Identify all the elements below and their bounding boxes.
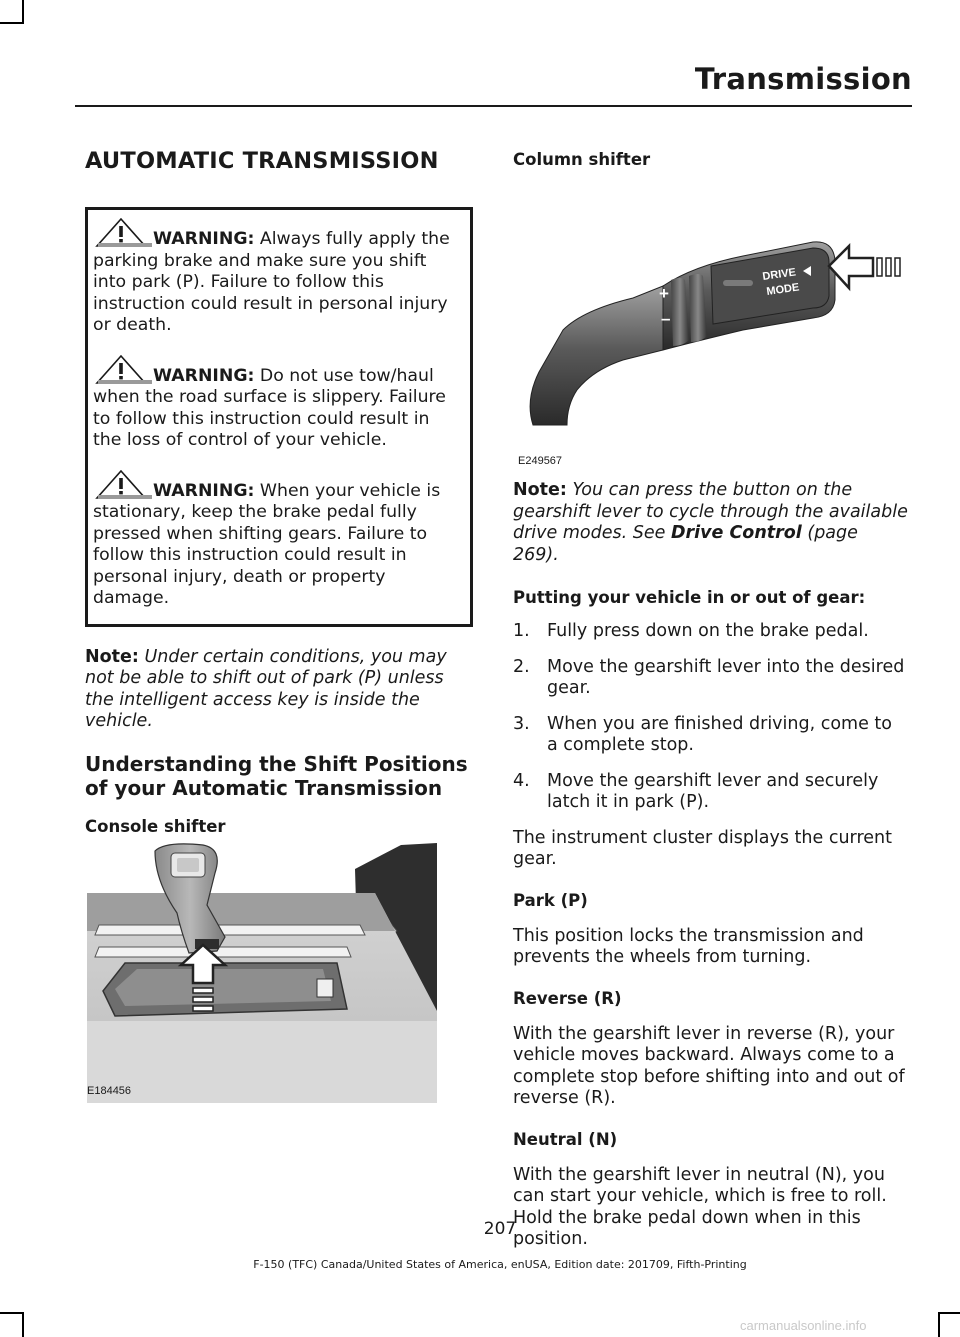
list-item: 3. When you are finished driving, come to a complete stop. bbox=[513, 713, 893, 755]
edition-info: F-150 (TFC) Canada/United States of America, enUSA, Edition date: 201709, Fifth-Printing bbox=[253, 1258, 747, 1271]
crop-mark bbox=[938, 1312, 940, 1337]
console-shifter-figure bbox=[85, 841, 440, 1103]
park-heading: Park (P) bbox=[513, 890, 588, 910]
column-shifter-illustration bbox=[513, 200, 908, 442]
warning-text: When your vehicle is stationary, keep the brake pedal fully pressed when shifting gears. Failure to follow this instruction could result in personal injury, death or property damage. bbox=[93, 480, 441, 608]
drive-mode-label: DRIVE bbox=[761, 266, 797, 283]
note-page-ref: (page 269). bbox=[513, 523, 858, 565]
crop-mark bbox=[938, 1312, 960, 1314]
note bbox=[513, 480, 908, 566]
warning-text: Always fully apply the parking brake and make sure you shift into park (P). Failure to follow this instruction could result in personal injury or death. bbox=[93, 229, 450, 335]
reverse-text: With the gearshift lever in reverse (R), your vehicle moves backward. Always come to a complete stop before shifting into and out of reverse (R). bbox=[513, 1023, 905, 1108]
minus-symbol: – bbox=[661, 309, 671, 328]
reverse-heading: Reverse (R) bbox=[513, 988, 622, 1008]
warning-label: WARNING: bbox=[153, 480, 255, 501]
warning-triangle-icon bbox=[95, 218, 153, 248]
warning-box bbox=[85, 207, 473, 627]
column-shifter-heading: Column shifter bbox=[513, 150, 651, 169]
figure-code: E249567 bbox=[518, 455, 563, 467]
left-column bbox=[85, 140, 473, 1103]
note-text: You can press the button on the gearshift lever to cycle through the available drive modes. See bbox=[513, 480, 908, 543]
warning-item bbox=[93, 355, 462, 452]
watermark: carmanualsonline.info bbox=[740, 1318, 867, 1333]
list-item: 2. Move the gearshift lever into the desired gear. bbox=[513, 656, 905, 698]
crop-mark bbox=[22, 0, 24, 24]
drive-mode-label: MODE bbox=[765, 281, 801, 298]
note bbox=[85, 647, 473, 733]
note-text: Under certain conditions, you may not be able to shift out of park (P) unless the intelligent access key is inside the vehicle. bbox=[85, 646, 447, 731]
note-label: Note: bbox=[513, 480, 567, 500]
cluster-text: The instrument cluster displays the current gear. bbox=[513, 827, 892, 869]
plus-symbol: + bbox=[659, 284, 669, 303]
column-shifter-figure bbox=[513, 200, 908, 467]
page-number: 207 bbox=[483, 1219, 517, 1239]
warning-label: WARNING: bbox=[153, 229, 255, 249]
list-item: 1. Fully press down on the brake pedal. bbox=[513, 621, 869, 641]
drive-control-link[interactable]: Drive Control bbox=[670, 523, 802, 543]
crop-mark bbox=[0, 1312, 22, 1314]
section-title: AUTOMATIC TRANSMISSION bbox=[85, 148, 439, 174]
warning-triangle-icon bbox=[95, 470, 153, 500]
gear-steps bbox=[513, 621, 908, 814]
warning-label: WARNING: bbox=[153, 365, 255, 386]
right-column bbox=[513, 140, 908, 1251]
warning-text: Do not use tow/haul when the road surface is slippery. Failure to follow this instruction could result in the loss of control of your vehicle. bbox=[93, 365, 446, 450]
warning-item bbox=[93, 218, 462, 337]
page-title: Transmission bbox=[694, 62, 912, 96]
gear-heading: Putting your vehicle in or out of gear: bbox=[513, 588, 866, 607]
header-rule bbox=[75, 105, 912, 107]
console-shifter-heading: Console shifter bbox=[85, 816, 226, 836]
park-text: This position locks the transmission and prevents the wheels from turning. bbox=[513, 925, 864, 967]
list-item: 4. Move the gearshift lever and securely latch it in park (P). bbox=[513, 770, 879, 812]
crop-mark bbox=[0, 22, 22, 24]
warning-triangle-icon bbox=[95, 355, 153, 385]
warning-item bbox=[93, 470, 462, 610]
note-label: Note: bbox=[85, 646, 139, 667]
figure-code: E184456 bbox=[87, 1084, 132, 1097]
console-shifter-illustration bbox=[85, 841, 440, 1103]
neutral-heading: Neutral (N) bbox=[513, 1129, 618, 1149]
subsection-heading: Understanding the Shift Positions of your Automatic Transmission bbox=[85, 751, 468, 800]
neutral-text: With the gearshift lever in neutral (N), you can start your vehicle, which is free to roll. Hold the brake pedal down when in this position. bbox=[513, 1164, 887, 1249]
crop-mark bbox=[22, 1312, 24, 1337]
